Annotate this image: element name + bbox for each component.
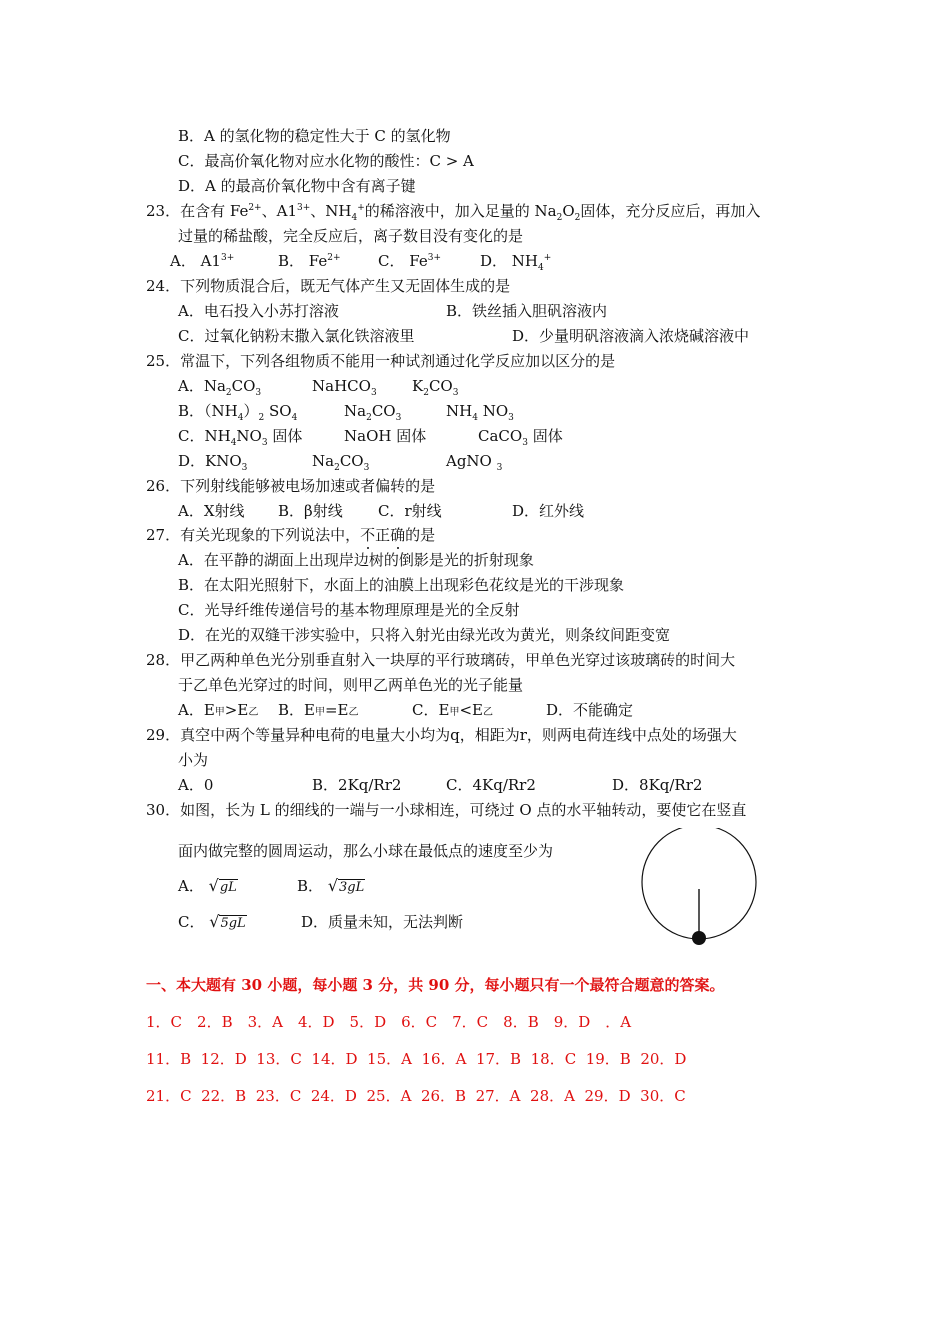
emphasis-dot-char: 确 [390, 526, 406, 544]
q30-option-b: B． √3gL [297, 876, 365, 898]
q29-option-a: A．0 [178, 776, 214, 794]
q29-stem: 29．真空中两个等量异种电荷的电量大小均为q，相距为r，则两电荷连线中点处的场强大 [146, 726, 737, 744]
q25-option-d-2: $Na_2CO_3$ [312, 452, 370, 473]
q28-number: 28． [146, 651, 181, 669]
q24-option-a: A．电石投入小苏打溶液 [178, 302, 339, 320]
q25-stem: 25．常温下，下列各组物质不能用一种试剂通过化学反应加以区分的是 [146, 352, 616, 370]
q29-stem-line2: 小为 [178, 751, 209, 769]
q30-stem-line2: 面内做完整的圆周运动，那么小球在最低点的速度至少为 [178, 842, 554, 860]
q30-number: 30． [146, 801, 181, 819]
q26-option-b: B．β射线 [278, 502, 343, 520]
answers-row-1: 1．C 2．B 3．A 4．D 5．D 6．C 7．C 8．B 9．D ．A [146, 1013, 632, 1031]
pendulum-circle-figure [638, 828, 762, 952]
q25-option-b-1: B．$(NH_4)_2$ $SO_4$ [178, 402, 298, 423]
q28-option-d: D．不能确定 [546, 701, 634, 719]
q27-option-d: D．在光的双缝干涉实验中，只将入射光由绿光改为黄光，则条纹间距变宽 [178, 626, 671, 644]
q25-option-a-3: $K_2CO_3$ [412, 377, 459, 398]
answers-row-3: 21．C 22．B 23．C 24．D 25．A 26．B 27．A 28．A 29．D 30．C [146, 1087, 686, 1105]
q23-option-d: D． $NH_4^+$ [480, 252, 552, 273]
q24-stem: 24．下列物质混合后，既无气体产生又无固体生成的是 [146, 277, 511, 295]
q26-option-d: D．红外线 [512, 502, 585, 520]
answers-heading: 一、本大题有 30 小题，每小题 3 分，共 90 分，每小题只有一个最符合题意的答案。 [146, 976, 725, 994]
q25-option-b-2: $Na_2CO_3$ [344, 402, 402, 423]
q25-number: 25． [146, 352, 181, 370]
q30-option-c: C． √5gL [178, 912, 247, 934]
q25-option-d-1: D．$KNO_3$ [178, 452, 248, 473]
sqrt-3gL: √3gL [327, 876, 365, 895]
q23-option-c: C． $Fe^{3+}$ [378, 252, 441, 270]
sqrt-gL: √gL [208, 876, 237, 895]
q25-option-d-3: AgNO $_3$ [446, 452, 503, 473]
q29-option-b: B．2Kq/Rr2 [312, 776, 402, 794]
q26-option-c: C．r射线 [378, 502, 442, 520]
answers-row-2: 11．B 12．D 13．C 14．D 15．A 16．A 17．B 18．C 19．B 20．D [146, 1050, 687, 1068]
q23-option-b: B． $Fe^{2+}$ [278, 252, 341, 270]
q29-number: 29． [146, 726, 181, 744]
q25-option-a-2: NaHCO$_3$ [312, 377, 377, 398]
q28-option-a: A．E甲>E乙 [178, 701, 259, 719]
q22-option-d: D．A 的最高价氧化物中含有离子键 [178, 177, 416, 195]
q23-stem: 23．在含有 $Fe^{2+}$、$A1^{3+}$、$NH_4^+$的稀溶液中，加入足量的 $Na_2O_2$固体，充分反应后，再加入 [146, 202, 761, 223]
q22-option-c: C．最高价氧化物对应水化物的酸性：C > A [178, 152, 474, 170]
q25-option-c-3: CaCO$_3$ 固体 [478, 427, 563, 448]
q24-option-d: D．少量明矾溶液滴入浓烧碱溶液中 [512, 327, 750, 345]
ball [692, 931, 706, 945]
q28-stem-line2: 于乙单色光穿过的时间，则甲乙两单色光的光子能量 [178, 676, 524, 694]
q24-number: 24． [146, 277, 181, 295]
emphasis-dot-char: 不 [360, 526, 376, 544]
q23-number: 23． [146, 202, 181, 220]
q28-option-b: B．E甲=E乙 [278, 701, 359, 719]
q28-option-c: C．E甲<E乙 [412, 701, 493, 719]
q25-option-c-2: NaOH 固体 [344, 427, 427, 445]
q24-option-c: C．过氧化钠粉末撒入氯化铁溶液里 [178, 327, 415, 345]
q29-option-c: C．4Kq/Rr2 [446, 776, 536, 794]
q27-option-a: A．在平静的湖面上出现岸边树的倒影是光的折射现象 [178, 551, 534, 569]
sqrt-5gL: √5gL [209, 912, 246, 931]
q25-option-b-3: $NH_4$ $NO_3$ [446, 402, 514, 423]
q27-option-c: C．光导纤维传递信号的基本物理原理是光的全反射 [178, 601, 520, 619]
q28-stem: 28．甲乙两种单色光分别垂直射入一块厚的平行玻璃砖，甲单色光穿过该玻璃砖的时间大 [146, 651, 736, 669]
q26-number: 26． [146, 477, 181, 495]
q22-option-b: B．A 的氢化物的稳定性大于 C 的氢化物 [178, 127, 451, 145]
q25-option-a-1: A．$Na_2CO_3$ [178, 377, 262, 398]
q30-option-a: A． √gL [178, 876, 238, 898]
q25-option-c-1: C．$NH_4NO_3$ 固体 [178, 427, 303, 448]
q29-option-d: D．8Kq/Rr2 [612, 776, 703, 794]
q23-option-a: A． $A1^{3+}$ [170, 252, 235, 270]
q30-stem: 30．如图，长为 L 的细线的一端与一小球相连，可绕过 O 点的水平轴转动，要使它在竖直 [146, 801, 747, 819]
q27-number: 27． [146, 526, 181, 544]
q26-stem: 26．下列射线能够被电场加速或者偏转的是 [146, 477, 436, 495]
q30-option-d: D．质量未知，无法判断 [301, 913, 464, 931]
q27-stem: 27．有关光现象的下列说法中，不正确的是 [146, 526, 436, 544]
q26-option-a: A．X射线 [178, 502, 245, 520]
q27-option-b: B．在太阳光照射下，水面上的油膜上出现彩色花纹是光的干涉现象 [178, 576, 625, 594]
q23-stem-line2: 过量的稀盐酸，完全反应后，离子数目没有变化的是 [178, 227, 524, 245]
q24-option-b: B．铁丝插入胆矾溶液内 [446, 302, 608, 320]
